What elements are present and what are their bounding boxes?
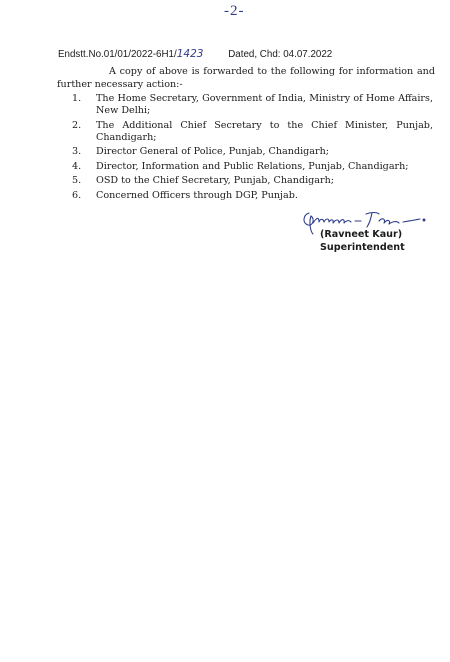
list-item-text: The Home Secretary, Government of India, Ministry of Home Affairs, New Delhi;: [96, 93, 433, 116]
signatory-designation: Superintendent: [320, 242, 405, 253]
list-item-number: 4.: [72, 160, 82, 172]
handwritten-number: 1423: [176, 48, 204, 60]
list-item-text: Director, Information and Public Relations, Punjab, Chandigarh;: [96, 160, 409, 172]
list-item-number: 2.: [72, 119, 82, 131]
list-item-text: Director General of Police, Punjab, Chandigarh;: [96, 146, 330, 157]
list-item: [58, 93, 433, 117]
list-item-text: The Additional Chief Secretary to the Chief Minister, Punjab, Chandigarh;: [96, 119, 433, 143]
list-item: [58, 175, 433, 187]
intro-paragraph: A copy of above is forwarded to the following for information and further necessary action:-: [57, 66, 435, 90]
list-item: [58, 120, 433, 144]
list-item: [58, 161, 433, 173]
recipient-list: [58, 93, 433, 204]
list-item-text: Concerned Officers through DGP, Punjab.: [96, 189, 298, 201]
page-number: -2-: [224, 3, 245, 19]
endorsement-date: Dated, Chd: 04.07.2022: [228, 49, 333, 60]
signatory-name: (Ravneet Kaur): [320, 229, 403, 240]
list-item-text: OSD to the Chief Secretary, Punjab, Chandigarh;: [96, 175, 335, 186]
endorsement-line: [58, 48, 332, 60]
list-item-number: 5.: [72, 175, 82, 186]
list-item-number: 6.: [72, 189, 82, 201]
list-item-number: 1.: [72, 93, 82, 104]
list-item: [58, 190, 433, 202]
list-item: [58, 146, 433, 158]
list-item-number: 3.: [72, 146, 82, 157]
endorsement-number: Endstt.No.01/01/2022-6H1/: [58, 49, 177, 60]
